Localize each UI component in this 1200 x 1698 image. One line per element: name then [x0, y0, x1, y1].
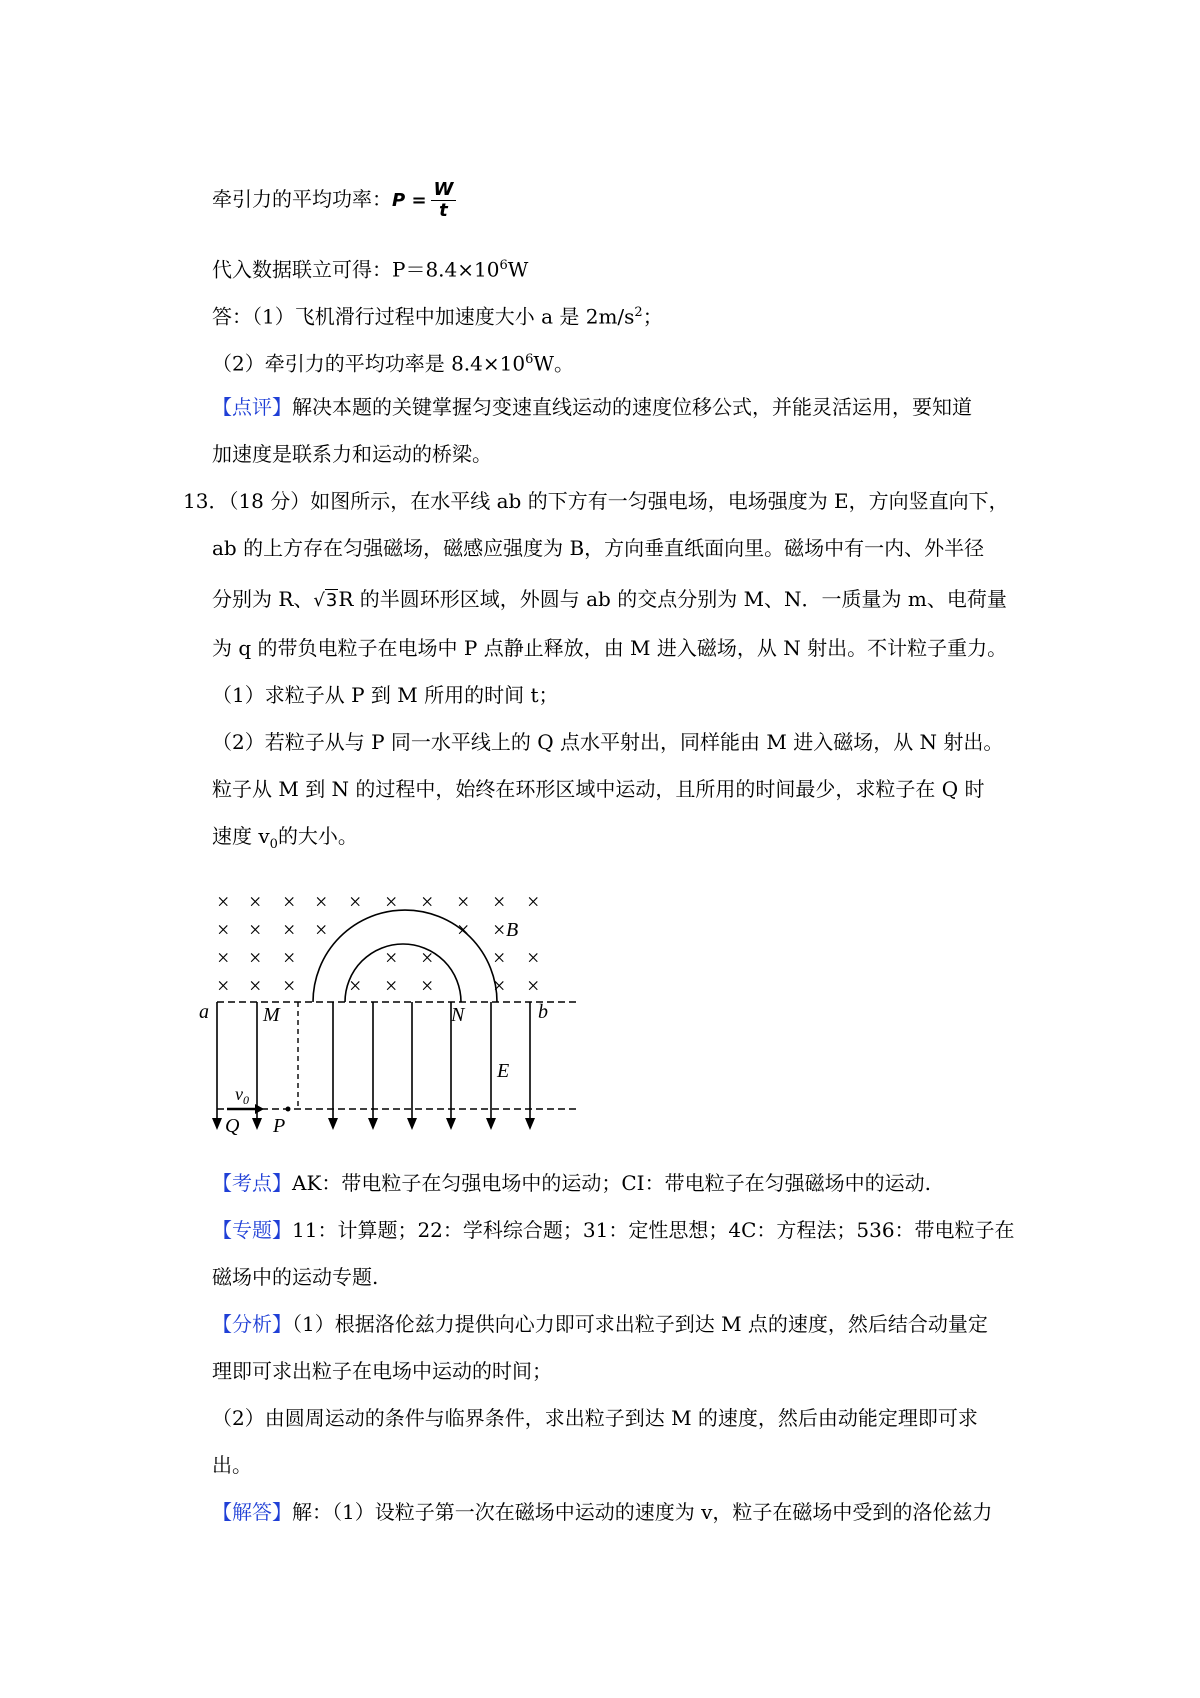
field-cross: × [493, 917, 506, 942]
field-cross: × [283, 973, 296, 998]
field-cross: × [315, 917, 328, 942]
zhuanti-line-1: 【专题】11：计算题；22：学科综合题；31：定性思想；4C：方程法；536：带电粒子在 [212, 1218, 1015, 1242]
label-B: B [506, 919, 519, 941]
fenxi-tag: 【分析】 [212, 1312, 292, 1336]
field-cross: × [283, 945, 296, 970]
question-sub-2-line-3: 速度 $v_0$的大小。 [212, 824, 358, 852]
kaodian-line: 【考点】AK：带电粒子在匀强电场中的运动；CI：带电粒子在匀强磁场中的运动. [212, 1171, 931, 1195]
field-cross: × [349, 973, 362, 998]
answer-2: （2）牵引力的平均功率是 $8.4\times 10^6W$。 [212, 351, 574, 376]
field-cross: × [315, 889, 328, 914]
power-formula-lhs: P = [392, 190, 427, 211]
e-field-arrowhead [212, 1118, 222, 1130]
label-M: M [263, 1004, 280, 1026]
fenxi-line-2: 理即可求出粒子在电场中运动的时间； [212, 1359, 552, 1383]
question-line-1: （18 分）如图所示，在水平线 ab 的下方有一匀强电场，电场强度为 E，方向竖直向下， [228, 489, 1009, 513]
field-cross: × [421, 973, 434, 998]
label-a: a [199, 1001, 209, 1023]
magnetic-field-crosses [217, 889, 539, 998]
question-sub-1: （1）求粒子从 P 到 M 所用的时间 t； [212, 683, 559, 707]
comment-line-1: 【点评】解决本题的关键掌握匀变速直线运动的速度位移公式，并能灵活运用，要知道 [212, 395, 972, 419]
field-cross: × [421, 889, 434, 914]
field-cross: × [249, 917, 262, 942]
field-cross: × [527, 973, 540, 998]
field-cross: × [527, 945, 540, 970]
v0-arrowhead [255, 1104, 264, 1114]
power-formula-label: 牵引力的平均功率： [212, 187, 392, 211]
question-line-3: 分别为 R、√3R 的半圆环形区域，外圆与 ab 的交点分别为 M、N．一质量为 m、电荷量 [212, 585, 1007, 615]
field-cross: × [217, 889, 230, 914]
zhuanti-tag: 【专题】 [212, 1218, 292, 1242]
field-cross: × [249, 973, 262, 998]
field-cross: × [349, 889, 362, 914]
point-p [286, 1107, 291, 1112]
substitute-line: 代入数据联立可得：$P=8.4\times 10^6W$ [212, 257, 529, 282]
field-cross: × [217, 973, 230, 998]
question-line-2: ab 的上方存在匀强磁场，磁感应强度为 B，方向垂直纸面向里。磁场中有一内、外半径 [212, 536, 985, 560]
e-field-arrowhead [525, 1118, 535, 1130]
kaodian-tag: 【考点】 [212, 1171, 292, 1195]
label-E: E [497, 1060, 510, 1082]
field-cross: × [249, 945, 262, 970]
question-line-4: 为 q 的带负电粒子在电场中 P 点静止释放，由 M 进入磁场，从 N 射出。不计粒子重力。 [212, 636, 1008, 660]
field-cross: × [457, 917, 470, 942]
inner-semicircle [345, 944, 461, 1002]
physics-diagram [199, 878, 605, 1138]
label-P: P [273, 1115, 286, 1137]
fenxi-line-4: 出。 [212, 1453, 252, 1477]
e-field-arrowhead [368, 1118, 378, 1130]
field-cross: × [385, 889, 398, 914]
fenxi-line-1: 【分析】（1）根据洛伦兹力提供向心力即可求出粒子到达 M 点的速度，然后结合动量定 [212, 1312, 988, 1336]
comment-tag: 【点评】 [212, 395, 292, 419]
e-field-arrowhead [446, 1118, 456, 1130]
label-v0: $v_0$ [235, 1084, 249, 1107]
field-cross: × [493, 973, 506, 998]
label-b: b [538, 1001, 548, 1023]
question-sub-2-line-2: 粒子从 M 到 N 的过程中，始终在环形区域中运动，且所用的时间最少，求粒子在 Q 时 [212, 777, 985, 801]
e-field-arrowhead [328, 1118, 338, 1130]
sqrt-symbol: √3 [313, 590, 338, 611]
field-cross: × [527, 889, 540, 914]
question-number: 13．（18 分）如图所示，在水平线 ab 的下方有一匀强电场，电场强度为 E，方向竖直向下， [183, 489, 1009, 513]
jieda-line-1: 【解答】解：（1）设粒子第一次在磁场中运动的速度为 v，粒子在磁场中受到的洛伦兹力 [212, 1500, 993, 1524]
jieda-tag: 【解答】 [212, 1500, 292, 1524]
comment-line-2: 加速度是联系力和运动的桥梁。 [212, 442, 492, 466]
question-sub-2-line-1: （2）若粒子从与 P 同一水平线上的 Q 点水平射出，同样能由 M 进入磁场，从 N 射出。 [212, 730, 1004, 754]
power-fraction: $\frac{W}{t}$ [431, 180, 457, 221]
answer-1: 答：（1）飞机滑行过程中加速度大小 a 是 $2m/s^2$； [212, 304, 663, 329]
zhuanti-line-2: 磁场中的运动专题. [212, 1265, 379, 1289]
field-cross: × [457, 889, 470, 914]
fenxi-line-3: （2）由圆周运动的条件与临界条件，求出粒子到达 M 的速度，然后由动能定理即可求 [212, 1406, 978, 1430]
power-formula-line [212, 180, 456, 221]
label-N: N [451, 1004, 465, 1026]
field-cross: × [283, 889, 296, 914]
field-cross: × [421, 945, 434, 970]
label-Q: Q [225, 1115, 240, 1137]
field-cross: × [385, 945, 398, 970]
field-cross: × [493, 945, 506, 970]
field-cross: × [385, 973, 398, 998]
field-cross: × [249, 889, 262, 914]
e-field-arrowhead [252, 1118, 262, 1130]
field-cross: × [217, 945, 230, 970]
e-field-arrowhead [486, 1118, 496, 1130]
field-cross: × [217, 917, 230, 942]
field-cross: × [493, 889, 506, 914]
e-field-arrowhead [407, 1118, 417, 1130]
field-cross: × [283, 917, 296, 942]
